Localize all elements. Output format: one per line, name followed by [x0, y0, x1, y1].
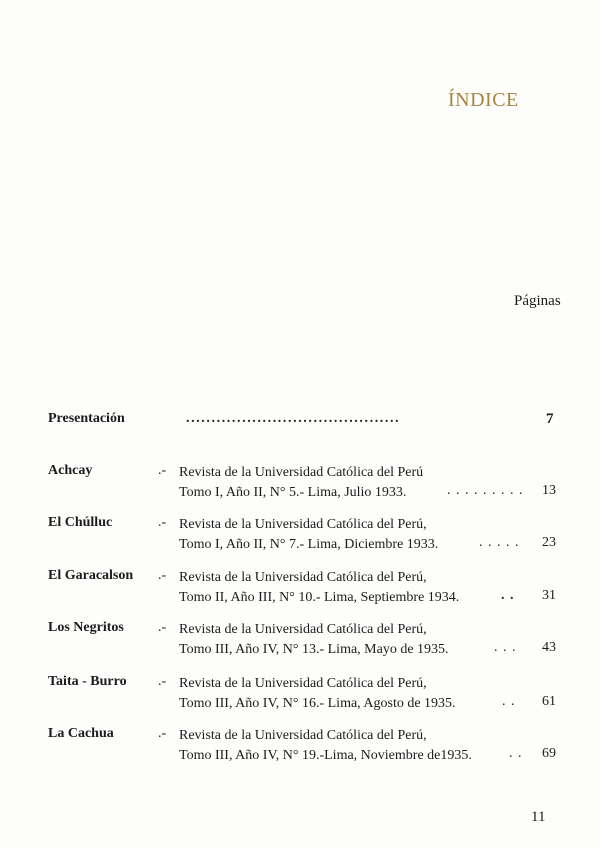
toc-entry-issue: Tomo I, Año II, N° 5.- Lima, Julio 1933.	[179, 485, 407, 500]
toc-entry-issue: Tomo II, Año III, N° 10.- Lima, Septiembre 1934.	[179, 590, 460, 605]
toc-entry-page: 69	[542, 746, 556, 761]
toc-entry-page: 31	[542, 588, 556, 603]
toc-entry	[0, 620, 600, 660]
toc-entry-description	[179, 515, 438, 555]
toc-entry-name: Presentación	[48, 411, 125, 426]
dot-leader: . .	[502, 694, 516, 709]
toc-entry	[0, 674, 600, 714]
toc-entry-source: Revista de la Universidad Católica del Perú	[179, 465, 424, 480]
toc-entry-source: Revista de la Universidad Católica del Perú,	[179, 622, 427, 637]
toc-entry-description	[179, 726, 472, 766]
toc-entry-issue: Tomo III, Año IV, N° 13.- Lima, Mayo de 1935.	[179, 642, 449, 657]
toc-entry-dash: .-	[158, 620, 167, 635]
dot-leader: . .	[501, 588, 515, 603]
toc-entry-description	[179, 674, 456, 714]
toc-entry-description	[179, 568, 459, 608]
dot-leader: . . . . .	[479, 535, 520, 550]
pages-column-header: Páginas	[514, 293, 561, 309]
dot-leader: ..........................................	[186, 411, 401, 426]
toc-entry-source: Revista de la Universidad Católica del Perú,	[179, 676, 427, 691]
toc-entry-page: 43	[542, 640, 556, 655]
toc-entry	[0, 568, 600, 608]
toc-entry-page: 7	[546, 411, 554, 427]
toc-entry-presentation	[0, 411, 600, 451]
toc-entry	[0, 515, 600, 555]
toc-entry-name: Achcay	[48, 463, 93, 478]
toc-entry-name: Taita - Burro	[48, 674, 127, 689]
toc-entry	[0, 726, 600, 766]
toc-entry-description	[179, 463, 423, 503]
dot-leader: . .	[509, 746, 523, 761]
toc-entry-issue: Tomo I, Año II, N° 7.- Lima, Diciembre 1933.	[179, 537, 439, 552]
toc-entry-dash: .-	[158, 674, 167, 689]
dot-leader: . . .	[494, 640, 517, 655]
toc-entry-source: Revista de la Universidad Católica del Perú,	[179, 570, 427, 585]
toc-entry-page: 61	[542, 694, 556, 709]
toc-entry-dash: .-	[158, 726, 167, 741]
toc-entry-name: El Garacalson	[48, 568, 134, 583]
toc-entry-dash: .-	[158, 515, 167, 530]
toc-entry-description	[179, 620, 449, 660]
toc-entry-dash: .-	[158, 568, 167, 583]
toc-entry-dash: .-	[158, 463, 167, 478]
toc-entry-page: 23	[542, 535, 556, 550]
toc-entry	[0, 463, 600, 503]
toc-entry-issue: Tomo III, Año IV, N° 16.- Lima, Agosto de 1935.	[179, 696, 456, 711]
toc-entry-page: 13	[542, 483, 556, 498]
toc-entry-source: Revista de la Universidad Católica del Perú,	[179, 728, 427, 743]
toc-entry-issue: Tomo III, Año IV, N° 19.-Lima, Noviembre de1935.	[179, 748, 472, 763]
toc-entry-source: Revista de la Universidad Católica del Perú,	[179, 517, 427, 532]
toc-entry-name: El Chúlluc	[48, 515, 113, 530]
page-number: 11	[531, 809, 546, 825]
dot-leader: . . . . . . . . .	[447, 483, 524, 498]
toc-entry-name: Los Negritos	[48, 620, 124, 635]
page-title: ÍNDICE	[448, 89, 519, 111]
toc-entry-name: La Cachua	[48, 726, 114, 741]
